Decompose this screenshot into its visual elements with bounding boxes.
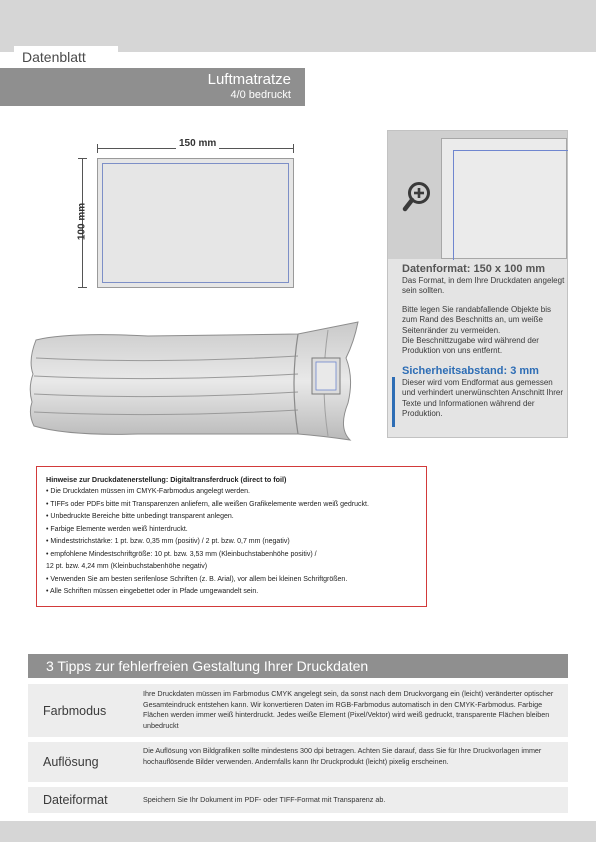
hint-item: • Unbedruckte Bereiche bitte unbedingt transparent anlegen. [46,513,234,520]
safety-margin-text: Dieser wird vom Endformat aus gemessen und verhindert unerwünschten Anschnitt Ihrer Texte und Informationen während der Produktion. [402,377,563,419]
format-preview-area [388,131,567,259]
safety-margin-heading: Sicherheitsabstand: 3 mm [402,364,539,377]
tip-label: Auflösung [43,755,99,769]
safety-corner-line [453,150,568,260]
print-format-area [97,158,294,288]
hint-item: • Farbige Elemente werden weiß hinterdruckt. [46,525,188,533]
bleed-text-2: Die Beschnittzugabe wird während der Produktion von uns entfernt. [402,336,539,356]
tip-text: Speichern Sie Ihr Dokument im PDF- oder TIFF-Format mit Transparenz ab. [143,795,386,804]
zoom-in-icon [402,181,432,213]
safety-accent-bar [392,377,395,427]
hint-item: • TIFFs oder PDFs bitte mit Transparenzen anliefern, alle weißen Grafikelemente werden weiß gedruckt. [46,500,369,508]
width-tick-left [97,144,98,153]
safety-margin-line [102,163,289,283]
tips-heading: 3 Tipps zur fehlerfreien Gestaltung Ihrer Druckdaten [28,654,568,678]
hint-item: • Die Druckdaten müssen im CMYK-Farbmodus angelegt werden. [46,488,250,495]
hint-item: • empfohlene Mindestschriftgröße: 10 pt. bzw. 3,53 mm (Kleinbuchstabenhöhe positiv) / [46,550,317,558]
bottom-band [0,821,596,842]
width-label: 150 mm [176,138,219,149]
width-tick-right [293,144,294,153]
hint-item: • Mindeststrichstärke: 1 pt. bzw. 0,35 mm (positiv) / 2 pt. bzw. 0,7 mm (negativ) [46,538,290,545]
top-band [0,0,596,52]
tip-row-file-format [28,787,568,813]
product-title: Luftmatratze [207,71,291,88]
height-tick-top [78,158,87,159]
format-info-text [402,263,566,419]
hints-list [46,486,418,599]
tip-text: Die Auflösung von Bildgrafiken sollte mindestens 300 dpi betragen. Achten Sie darauf, dass Sie für Ihre Druckvorlagen immer hochauflösende Bilder verwenden. Andernfalls kann Ihr Druckprodukt (leicht) pixelig erscheinen. [143,746,542,766]
tip-row-resolution [28,742,568,782]
hint-item: 12 pt. bzw. 4,24 mm (Kleinbuchstabenhöhe negativ) [46,563,208,570]
datasheet-tab: Datenblatt [14,46,118,68]
product-subtitle: 4/0 bedruckt [230,89,291,101]
format-corner-preview [441,138,567,259]
data-format-text: Das Format, in dem Ihre Druckdaten angelegt sein sollten. [402,276,565,296]
height-tick-bottom [78,287,87,288]
data-format-heading: Datenformat: 150 x 100 mm [402,263,546,275]
tip-label: Farbmodus [43,703,107,718]
hints-heading: Hinweise zur Druckdatenerstellung: Digitaltransferdruck (direct to foil) [46,475,287,484]
tip-text: Ihre Druckdaten müssen im Farbmodus CMYK angelegt sein, da sonst nach dem Druckvorgang ein (leicht) veränderter optischer Gesamteindruck entstehen kann. Wir konvertieren Daten im RGB-Farbmodus automatisch in den CMYK-Farbmodus. Farbige Flächen werden immer weiß hinterdruckt. Jedes weiße Element (Pixel/Vektor) wird weiß gedruckt, transparente Flächen bleiben unbedruckt [143,689,554,730]
height-label: 100 mm [76,202,88,241]
bleed-text-1: Bitte legen Sie randabfallende Objekte bis zum Rand des Beschnitts an, um weiße Seitenränder zu vermeiden. [402,304,551,335]
hint-item: • Verwenden Sie am besten serifenlose Schriften (z. B. Arial), vor allem bei kleinen Schriftgrößen. [46,575,348,583]
hint-item: • Alle Schriften müssen eingebettet oder in Pfade umgewandelt sein. [46,588,259,595]
product-title-bar [0,68,305,106]
tip-label: Dateiformat [43,793,108,807]
print-data-hints-box [36,466,427,607]
tip-row-color-mode [28,684,568,737]
format-info-panel [387,130,568,438]
air-mattress-illustration [28,318,364,443]
